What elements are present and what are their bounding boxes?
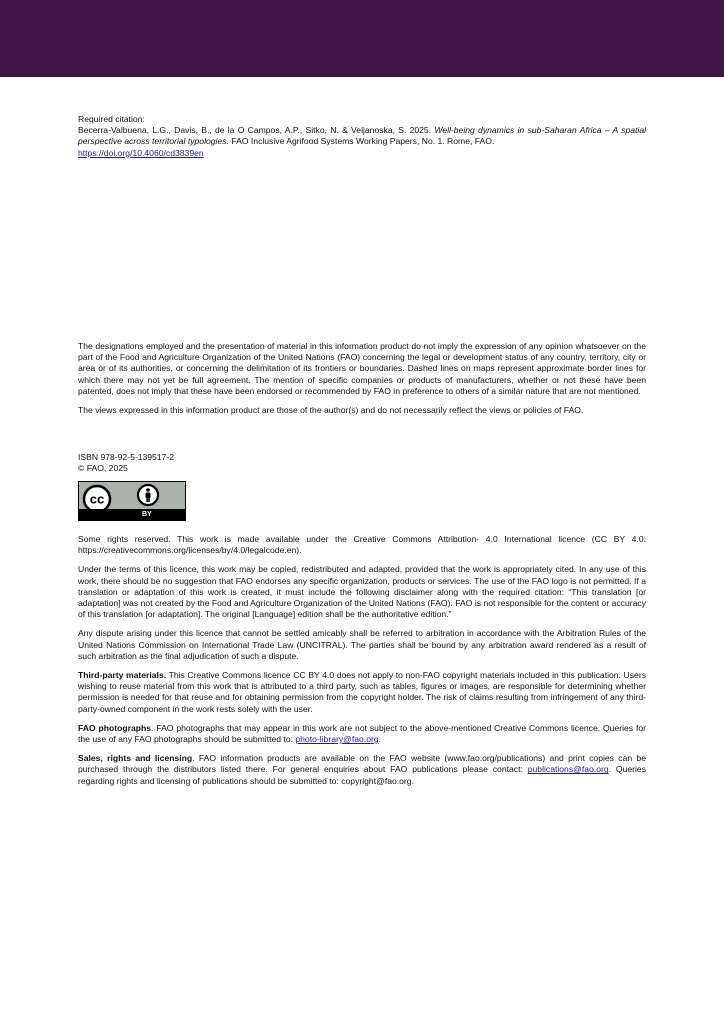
terms-paragraph: Under the terms of this licence, this work may be copied, redistributed and adapted, provided that the work is appropriately cited. In any use of this work, there should be no suggestion that FAO endorses any specific organization, products or services. The use of the FAO logo is not permitted. If a translation or adaptation of this work is created, it must include the following disclaimer along with the required citation: “This translation [or adaptation] was not created by the Food and Agriculture Organization of the United Nations (FAO). FAO is not responsible for the content or accuracy of this translation [or adaptation]. The original [Language] edition shall be the authoritative edition.” [78,564,646,620]
sales-paragraph [78,753,646,787]
third-party-heading: Third-party materials. [78,670,167,681]
citation-block [78,114,646,159]
attribution-person-icon [138,485,158,505]
photographs-heading: FAO photographs [78,722,152,733]
citation-text [78,125,646,159]
photo-library-email-link[interactable]: photo-library@fao.org [295,734,379,745]
sales-heading: Sales, rights and licensing [78,753,193,764]
sales-text: . FAO information products are available on the FAO website (www.fao.org/publications) and print copies can be purchased through the distributors listed there. For general enquiries about FAO publications please contact: [78,753,646,775]
license-block [78,534,646,795]
third-party-paragraph [78,670,646,715]
isbn-text: ISBN 978-92-5-139517-2 [78,452,175,462]
cc-by-badge[interactable] [78,481,186,521]
citation-authors: Becerra-Valbuena, L.G., Davis, B., de la O Campos, A.P., Sitko, N. & Veljanoska, S. 2025. [78,125,432,136]
header-band [0,0,724,77]
photographs-end: . [378,734,382,745]
svg-text:cc: cc [89,491,105,507]
dispute-paragraph: Any dispute arising under this licence that cannot be settled amicably shall be referred to arbitration in accordance with the Arbitration Rules of the United Nations Commission on International Trade Law (UNCITRAL). The parties shall be bound by any arbitration award rendered as a result of such arbitration as the final adjudication of such a dispute. [78,628,646,661]
publications-email-link[interactable]: publications@fao.org [527,764,609,775]
citation-title: Well-being dynamics in sub-Saharan Africa – A spatial perspective across territorial typologies. [78,125,647,147]
citation-rest: FAO Inclusive Agrifood Systems Working Papers, No. 1. Rome, FAO. [231,136,495,147]
designations-paragraph: The designations employed and the presentation of material in this information product do not imply the expression of any opinion whatsoever on the part of the Food and Agriculture Organization of the United Nations (FAO) concerning the legal or development status of any country, territory, city or area or of its authorities, or concerning the delimitation of its frontiers or boundaries. Dashed lines on maps represent approximate border lines for which there may not yet be full agreement. The mention of specific companies or products of manufacturers, whether or not these have been patented, does not imply that these have been endorsed or recommended by FAO in preference to others of a similar nature that are not mentioned. [78,341,646,396]
cc-icons [79,482,187,512]
third-party-text: This Creative Commons licence CC BY 4.0 does not apply to non-FAO copyright materials included in this publication. Users wishing to reuse material from this work that is attributed to a third party, such as tables, figures or images, are responsible for determining whether permission is needed for that reuse and for obtaining permission from the copyright holder. The risk of claims resulting from infringement of any third-party-owned component in the work rests solely with the user. [78,670,646,714]
rights-paragraph: Some rights reserved. This work is made available under the Creative Commons Attribution- 4.0 International licence (CC BY 4.0: https://creativecommons.org/licenses/by/4.0/legalcode.en). [78,534,646,556]
isbn-block [78,452,646,474]
photographs-paragraph [78,723,646,745]
views-paragraph: The views expressed in this information product are those of the author(s) and do not necessarily reflect the views or policies of FAO. [78,405,584,416]
badge-by-label: BY [79,509,185,520]
citation-label: Required citation: [78,114,145,124]
photographs-text: . FAO photographs that may appear in this work are not subject to the above-mentioned Creative Commons licence. Queries for the use of any FAO photographs should be submitted to: [78,722,646,745]
citation-doi-link[interactable]: https://doi.org/10.4060/cd3839en [78,147,204,158]
copyright-text: © FAO, 2025 [78,463,128,474]
sales-end: . Queries regarding rights and licensing of publications should be submitted to: copyright@fao.org. [78,764,646,786]
disclaimer-block [78,341,646,416]
